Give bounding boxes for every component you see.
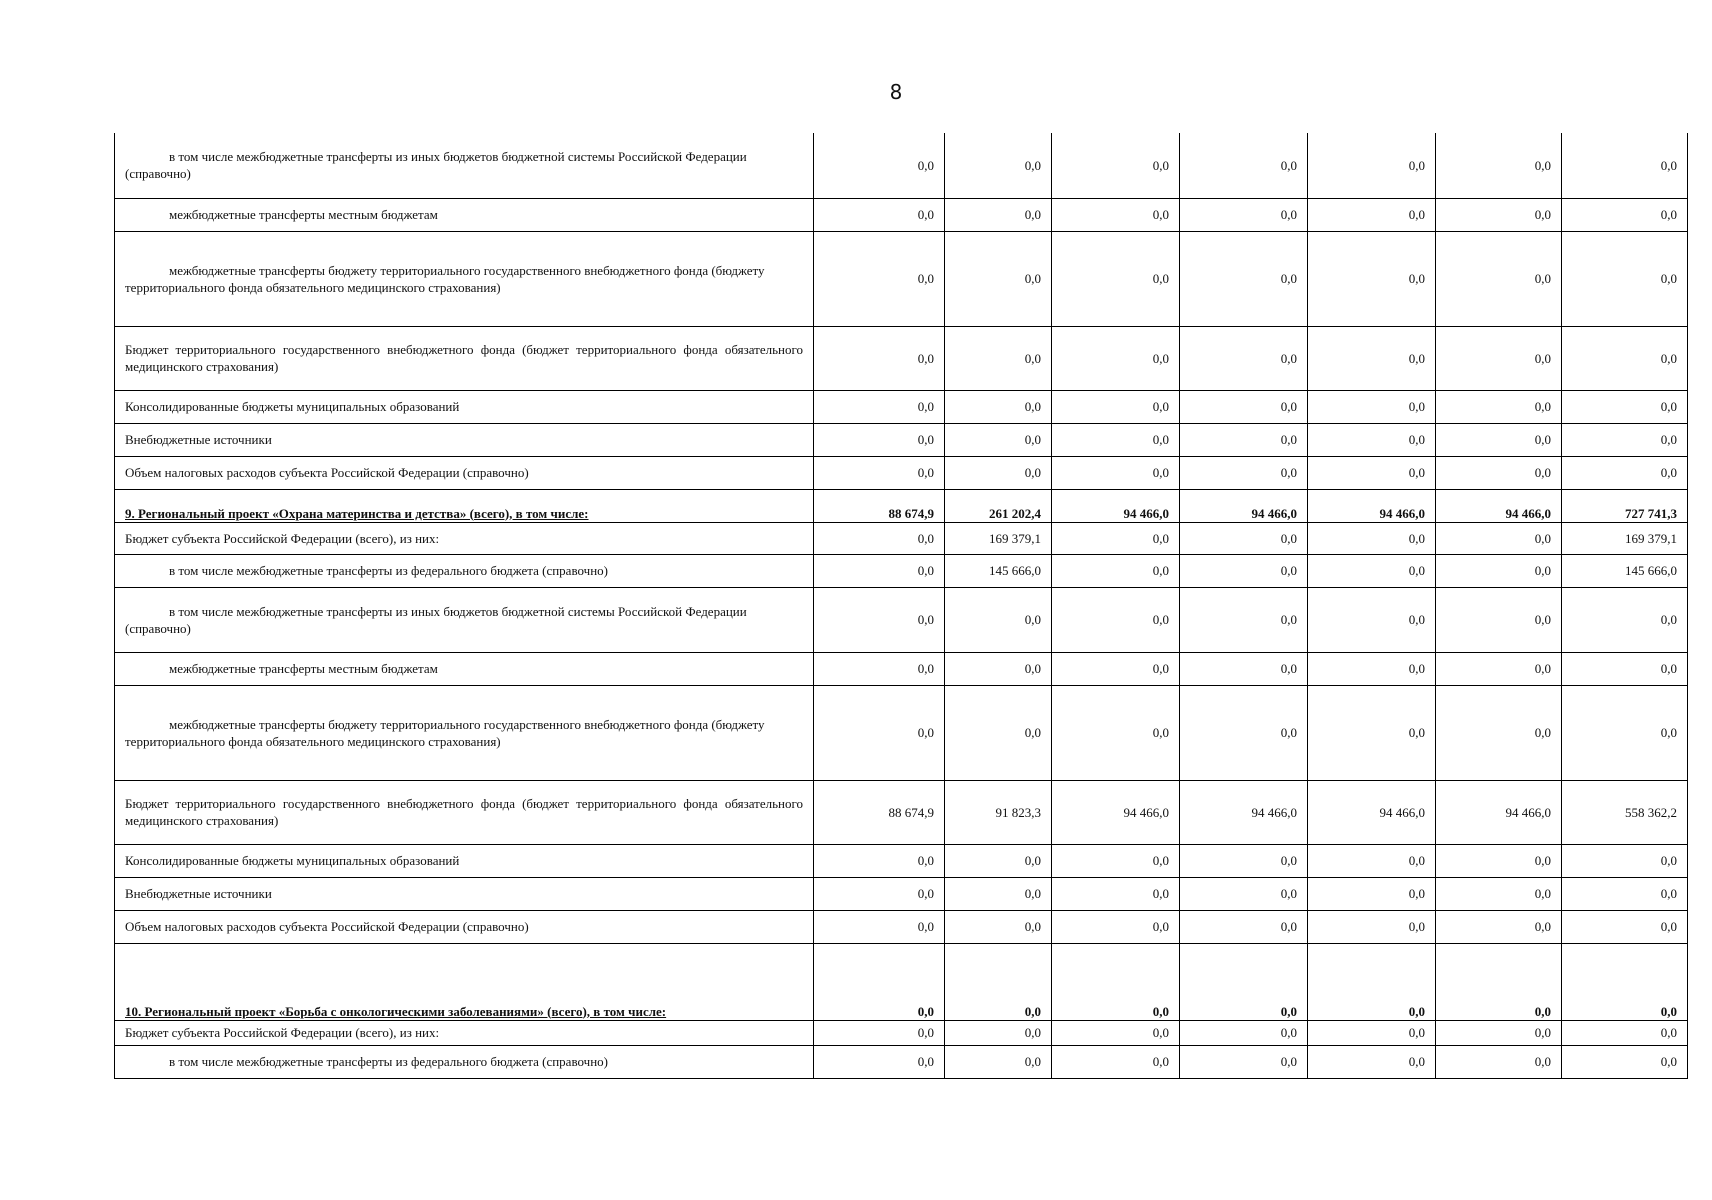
value-cell: 0,0 — [1308, 554, 1436, 587]
value-cell: 0,0 — [814, 198, 945, 231]
value-cell: 0,0 — [1308, 522, 1436, 554]
value-cell: 0,0 — [814, 554, 945, 587]
value-cell: 0,0 — [1562, 943, 1688, 1020]
value-cell: 0,0 — [1436, 685, 1562, 780]
value-cell: 94 466,0 — [1180, 780, 1308, 844]
value-cell: 0,0 — [1436, 522, 1562, 554]
value-cell: 0,0 — [945, 198, 1052, 231]
value-cell: 88 674,9 — [814, 489, 945, 522]
value-cell: 0,0 — [1562, 910, 1688, 943]
row-label: Бюджет территориального государственного внебюджетного фонда (бюджет территориального фонда обязательного медицинского страхования) — [115, 780, 814, 844]
value-cell: 0,0 — [814, 587, 945, 652]
row-label: Консолидированные бюджеты муниципальных образований — [115, 844, 814, 877]
value-cell: 0,0 — [945, 943, 1052, 1020]
value-cell: 0,0 — [1308, 844, 1436, 877]
value-cell: 0,0 — [1180, 1045, 1308, 1078]
value-cell: 94 466,0 — [1052, 780, 1180, 844]
row-label: в том числе межбюджетные трансферты из иных бюджетов бюджетной системы Российской Федерации (справочно) — [115, 587, 814, 652]
value-cell: 0,0 — [1562, 231, 1688, 326]
value-cell: 0,0 — [814, 844, 945, 877]
value-cell: 0,0 — [814, 231, 945, 326]
value-cell: 0,0 — [1052, 685, 1180, 780]
value-cell: 0,0 — [1180, 652, 1308, 685]
value-cell: 0,0 — [1436, 943, 1562, 1020]
row-label: в том числе межбюджетные трансферты из иных бюджетов бюджетной системы Российской Федерации (справочно) — [115, 133, 814, 198]
value-cell: 0,0 — [1562, 685, 1688, 780]
value-cell: 0,0 — [1436, 390, 1562, 423]
value-cell: 0,0 — [1180, 423, 1308, 456]
table-row — [115, 910, 1688, 943]
value-cell: 0,0 — [1562, 652, 1688, 685]
value-cell: 0,0 — [1436, 423, 1562, 456]
table-row — [115, 685, 1688, 780]
value-cell: 0,0 — [1562, 390, 1688, 423]
value-cell: 0,0 — [1308, 326, 1436, 390]
value-cell: 0,0 — [1436, 1020, 1562, 1045]
value-cell: 0,0 — [1562, 587, 1688, 652]
value-cell: 0,0 — [1308, 943, 1436, 1020]
value-cell: 0,0 — [814, 1045, 945, 1078]
value-cell: 0,0 — [945, 587, 1052, 652]
value-cell: 0,0 — [1436, 910, 1562, 943]
value-cell: 0,0 — [945, 231, 1052, 326]
table-row — [115, 1020, 1688, 1045]
row-label: в том числе межбюджетные трансферты из федерального бюджета (справочно) — [115, 1045, 814, 1078]
row-label: межбюджетные трансферты местным бюджетам — [115, 198, 814, 231]
table-row — [115, 1045, 1688, 1078]
value-cell: 0,0 — [1180, 522, 1308, 554]
page-number: 8 — [889, 80, 903, 104]
value-cell: 0,0 — [1052, 910, 1180, 943]
value-cell: 0,0 — [1052, 522, 1180, 554]
value-cell: 0,0 — [1180, 910, 1308, 943]
value-cell: 0,0 — [945, 910, 1052, 943]
value-cell: 0,0 — [1180, 133, 1308, 198]
row-label: Бюджет территориального государственного внебюджетного фонда (бюджет территориального фонда обязательного медицинского страхования) — [115, 326, 814, 390]
value-cell: 0,0 — [945, 133, 1052, 198]
value-cell: 0,0 — [1052, 587, 1180, 652]
value-cell: 0,0 — [1180, 1020, 1308, 1045]
value-cell: 94 466,0 — [1436, 489, 1562, 522]
value-cell: 94 466,0 — [1052, 489, 1180, 522]
value-cell: 0,0 — [1308, 910, 1436, 943]
table-row — [115, 489, 1688, 522]
value-cell: 0,0 — [945, 652, 1052, 685]
value-cell: 0,0 — [945, 390, 1052, 423]
value-cell: 94 466,0 — [1180, 489, 1308, 522]
value-cell: 0,0 — [1436, 231, 1562, 326]
row-label: Бюджет субъекта Российской Федерации (всего), из них: — [115, 522, 814, 554]
value-cell: 0,0 — [814, 1020, 945, 1045]
value-cell: 0,0 — [1052, 423, 1180, 456]
row-label: Объем налоговых расходов субъекта Российской Федерации (справочно) — [115, 456, 814, 489]
value-cell: 0,0 — [1308, 877, 1436, 910]
row-label: Консолидированные бюджеты муниципальных образований — [115, 390, 814, 423]
value-cell: 0,0 — [1308, 1020, 1436, 1045]
value-cell: 0,0 — [1308, 456, 1436, 489]
table-row — [115, 652, 1688, 685]
value-cell: 0,0 — [1052, 198, 1180, 231]
value-cell: 94 466,0 — [1436, 780, 1562, 844]
value-cell: 0,0 — [945, 844, 1052, 877]
table-row — [115, 231, 1688, 326]
value-cell: 0,0 — [1052, 943, 1180, 1020]
value-cell: 0,0 — [1052, 844, 1180, 877]
value-cell: 0,0 — [1562, 1045, 1688, 1078]
value-cell: 0,0 — [1180, 390, 1308, 423]
value-cell: 0,0 — [1562, 456, 1688, 489]
value-cell: 0,0 — [1052, 326, 1180, 390]
value-cell: 0,0 — [1180, 456, 1308, 489]
value-cell: 91 823,3 — [945, 780, 1052, 844]
value-cell: 0,0 — [1436, 456, 1562, 489]
row-label: в том числе межбюджетные трансферты из федерального бюджета (справочно) — [115, 554, 814, 587]
value-cell: 0,0 — [1308, 652, 1436, 685]
value-cell: 0,0 — [1308, 1045, 1436, 1078]
value-cell: 0,0 — [1308, 390, 1436, 423]
value-cell: 0,0 — [814, 423, 945, 456]
value-cell: 0,0 — [945, 685, 1052, 780]
budget-table — [114, 133, 1688, 1079]
value-cell: 558 362,2 — [1562, 780, 1688, 844]
row-label: Бюджет субъекта Российской Федерации (всего), из них: — [115, 1020, 814, 1045]
value-cell: 0,0 — [1308, 231, 1436, 326]
value-cell: 0,0 — [1052, 133, 1180, 198]
table-row — [115, 554, 1688, 587]
table-row — [115, 522, 1688, 554]
table-row — [115, 390, 1688, 423]
value-cell: 0,0 — [814, 685, 945, 780]
value-cell: 0,0 — [814, 910, 945, 943]
value-cell: 0,0 — [1180, 685, 1308, 780]
value-cell: 0,0 — [814, 652, 945, 685]
value-cell: 0,0 — [814, 456, 945, 489]
row-label: межбюджетные трансферты местным бюджетам — [115, 652, 814, 685]
value-cell: 0,0 — [1562, 133, 1688, 198]
value-cell: 0,0 — [1562, 877, 1688, 910]
value-cell: 88 674,9 — [814, 780, 945, 844]
value-cell: 0,0 — [1180, 844, 1308, 877]
value-cell: 0,0 — [1180, 943, 1308, 1020]
table-row — [115, 877, 1688, 910]
value-cell: 0,0 — [1180, 587, 1308, 652]
value-cell: 0,0 — [945, 423, 1052, 456]
value-cell: 261 202,4 — [945, 489, 1052, 522]
value-cell: 0,0 — [1436, 326, 1562, 390]
value-cell: 0,0 — [1308, 423, 1436, 456]
value-cell: 0,0 — [945, 456, 1052, 489]
value-cell: 0,0 — [1436, 1045, 1562, 1078]
value-cell: 0,0 — [814, 943, 945, 1020]
value-cell: 0,0 — [1436, 198, 1562, 231]
value-cell: 145 666,0 — [1562, 554, 1688, 587]
row-label: Внебюджетные источники — [115, 423, 814, 456]
value-cell: 0,0 — [814, 522, 945, 554]
value-cell: 0,0 — [1308, 685, 1436, 780]
row-label: межбюджетные трансферты бюджету территориального государственного внебюджетного фонда (бюджету территориального фонда обязательного медицинского страхования) — [115, 231, 814, 326]
value-cell: 0,0 — [945, 877, 1052, 910]
table-row — [115, 844, 1688, 877]
value-cell: 0,0 — [1052, 231, 1180, 326]
value-cell: 0,0 — [1052, 652, 1180, 685]
table-row — [115, 456, 1688, 489]
row-label: 9. Региональный проект «Охрана материнства и детства» (всего), в том числе: — [115, 489, 814, 522]
value-cell: 0,0 — [1308, 198, 1436, 231]
value-cell: 94 466,0 — [1308, 780, 1436, 844]
table-row — [115, 133, 1688, 198]
value-cell: 145 666,0 — [945, 554, 1052, 587]
value-cell: 0,0 — [1052, 1020, 1180, 1045]
value-cell: 0,0 — [1052, 456, 1180, 489]
value-cell: 0,0 — [814, 326, 945, 390]
value-cell: 0,0 — [945, 1045, 1052, 1078]
table-row — [115, 943, 1688, 1020]
value-cell: 169 379,1 — [1562, 522, 1688, 554]
value-cell: 169 379,1 — [945, 522, 1052, 554]
value-cell: 0,0 — [1562, 844, 1688, 877]
value-cell: 0,0 — [1436, 877, 1562, 910]
row-label: Внебюджетные источники — [115, 877, 814, 910]
value-cell: 0,0 — [1052, 390, 1180, 423]
value-cell: 727 741,3 — [1562, 489, 1688, 522]
value-cell: 0,0 — [1308, 133, 1436, 198]
value-cell: 0,0 — [1052, 877, 1180, 910]
value-cell: 0,0 — [945, 326, 1052, 390]
value-cell: 0,0 — [1436, 133, 1562, 198]
row-label: 10. Региональный проект «Борьба с онкологическими заболеваниями» (всего), в том числе: — [115, 943, 814, 1020]
value-cell: 0,0 — [1562, 198, 1688, 231]
row-label: межбюджетные трансферты бюджету территориального государственного внебюджетного фонда (бюджету территориального фонда обязательного медицинского страхования) — [115, 685, 814, 780]
value-cell: 0,0 — [1436, 652, 1562, 685]
value-cell: 0,0 — [1052, 554, 1180, 587]
value-cell: 0,0 — [1562, 326, 1688, 390]
value-cell: 94 466,0 — [1308, 489, 1436, 522]
table-row — [115, 423, 1688, 456]
value-cell: 0,0 — [1436, 587, 1562, 652]
value-cell: 0,0 — [1180, 877, 1308, 910]
value-cell: 0,0 — [1562, 1020, 1688, 1045]
value-cell: 0,0 — [1180, 231, 1308, 326]
value-cell: 0,0 — [945, 1020, 1052, 1045]
row-label: Объем налоговых расходов субъекта Российской Федерации (справочно) — [115, 910, 814, 943]
value-cell: 0,0 — [814, 133, 945, 198]
value-cell: 0,0 — [1562, 423, 1688, 456]
value-cell: 0,0 — [1180, 198, 1308, 231]
value-cell: 0,0 — [814, 390, 945, 423]
table-row — [115, 198, 1688, 231]
value-cell: 0,0 — [1180, 326, 1308, 390]
table-row — [115, 780, 1688, 844]
value-cell: 0,0 — [814, 877, 945, 910]
value-cell: 0,0 — [1436, 844, 1562, 877]
value-cell: 0,0 — [1180, 554, 1308, 587]
value-cell: 0,0 — [1052, 1045, 1180, 1078]
value-cell: 0,0 — [1308, 587, 1436, 652]
table-row — [115, 587, 1688, 652]
value-cell: 0,0 — [1436, 554, 1562, 587]
table-row — [115, 326, 1688, 390]
